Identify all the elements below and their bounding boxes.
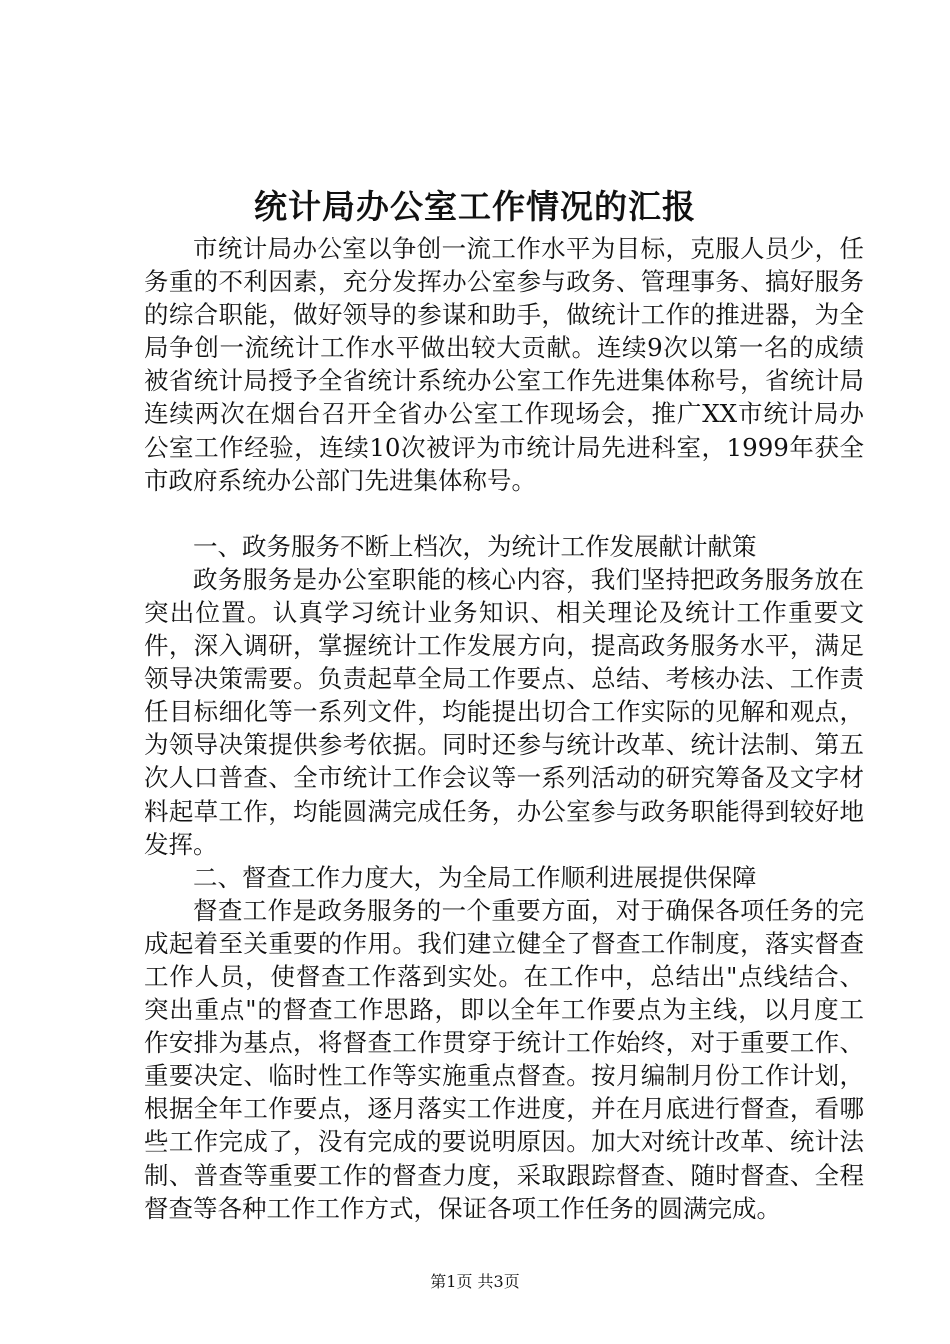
- document-body: [144, 232, 864, 1225]
- intro-paragraph: 市统计局办公室以争创一流工作水平为目标，克服人员少，任务重的不利因素，充分发挥办公室参与政务、管理事务、搞好服务的综合职能，做好领导的参谋和助手，做统计工作的推进器，为全局争创一流统计工作水平做出较大贡献。连续9次以第一名的成绩被省统计局授予全省统计系统办公室工作先进集体称号，省统计局连续两次在烟台召开全省办公室工作现场会，推广XX市统计局办公室工作经验，连续10次被评为市统计局先进科室，1999年获全市政府系统办公部门先进集体称号。: [144, 234, 864, 495]
- section-2-paragraph: 督查工作是政务服务的一个重要方面，对于确保各项任务的完成起着至关重要的作用。我们建立健全了督查工作制度，落实督查工作人员，使督查工作落到实处。在工作中，总结出"点线结合、突出重点"的督查工作思路，即以全年工作要点为主线，以月度工作安排为基点，将督查工作贯穿于统计工作始终，对于重要工作、重要决定、临时性工作等实施重点督查。按月编制月份工作计划，根据全年工作要点，逐月落实工作进度，并在月底进行督查，看哪些工作完成了，没有完成的要说明原因。加大对统计改革、统计法制、普查等重要工作的督查力度，采取跟踪督查、随时督查、全程督查等各种工作工作方式，保证各项工作任务的圆满完成。: [144, 895, 864, 1223]
- page-number-footer: 第1页 共3页: [430, 1272, 520, 1291]
- section-1-paragraph: 政务服务是办公室职能的核心内容，我们坚持把政务服务放在突出位置。认真学习统计业务知识、相关理论及统计工作重要文件，深入调研，掌握统计工作发展方向，提高政务服务水平，满足领导决策需要。负责起草全局工作要点、总结、考核办法、工作责任目标细化等一系列文件，均能提出切合工作实际的见解和观点，为领导决策提供参考依据。同时还参与统计改革、统计法制、第五次人口普查、全市统计工作会议等一系列活动的研究筹备及文字材料起草工作，均能圆满完成任务，办公室参与政务职能得到较好地发挥。: [144, 564, 864, 859]
- section-heading-2: 二、督查工作力度大，为全局工作顺利进展提供保障: [193, 862, 757, 892]
- document-title: 统计局办公室工作情况的汇报: [254, 187, 696, 226]
- paragraph-spacer: [144, 497, 864, 530]
- section-heading-1: 一、政务服务不断上档次，为统计工作发展献计献策: [193, 531, 757, 561]
